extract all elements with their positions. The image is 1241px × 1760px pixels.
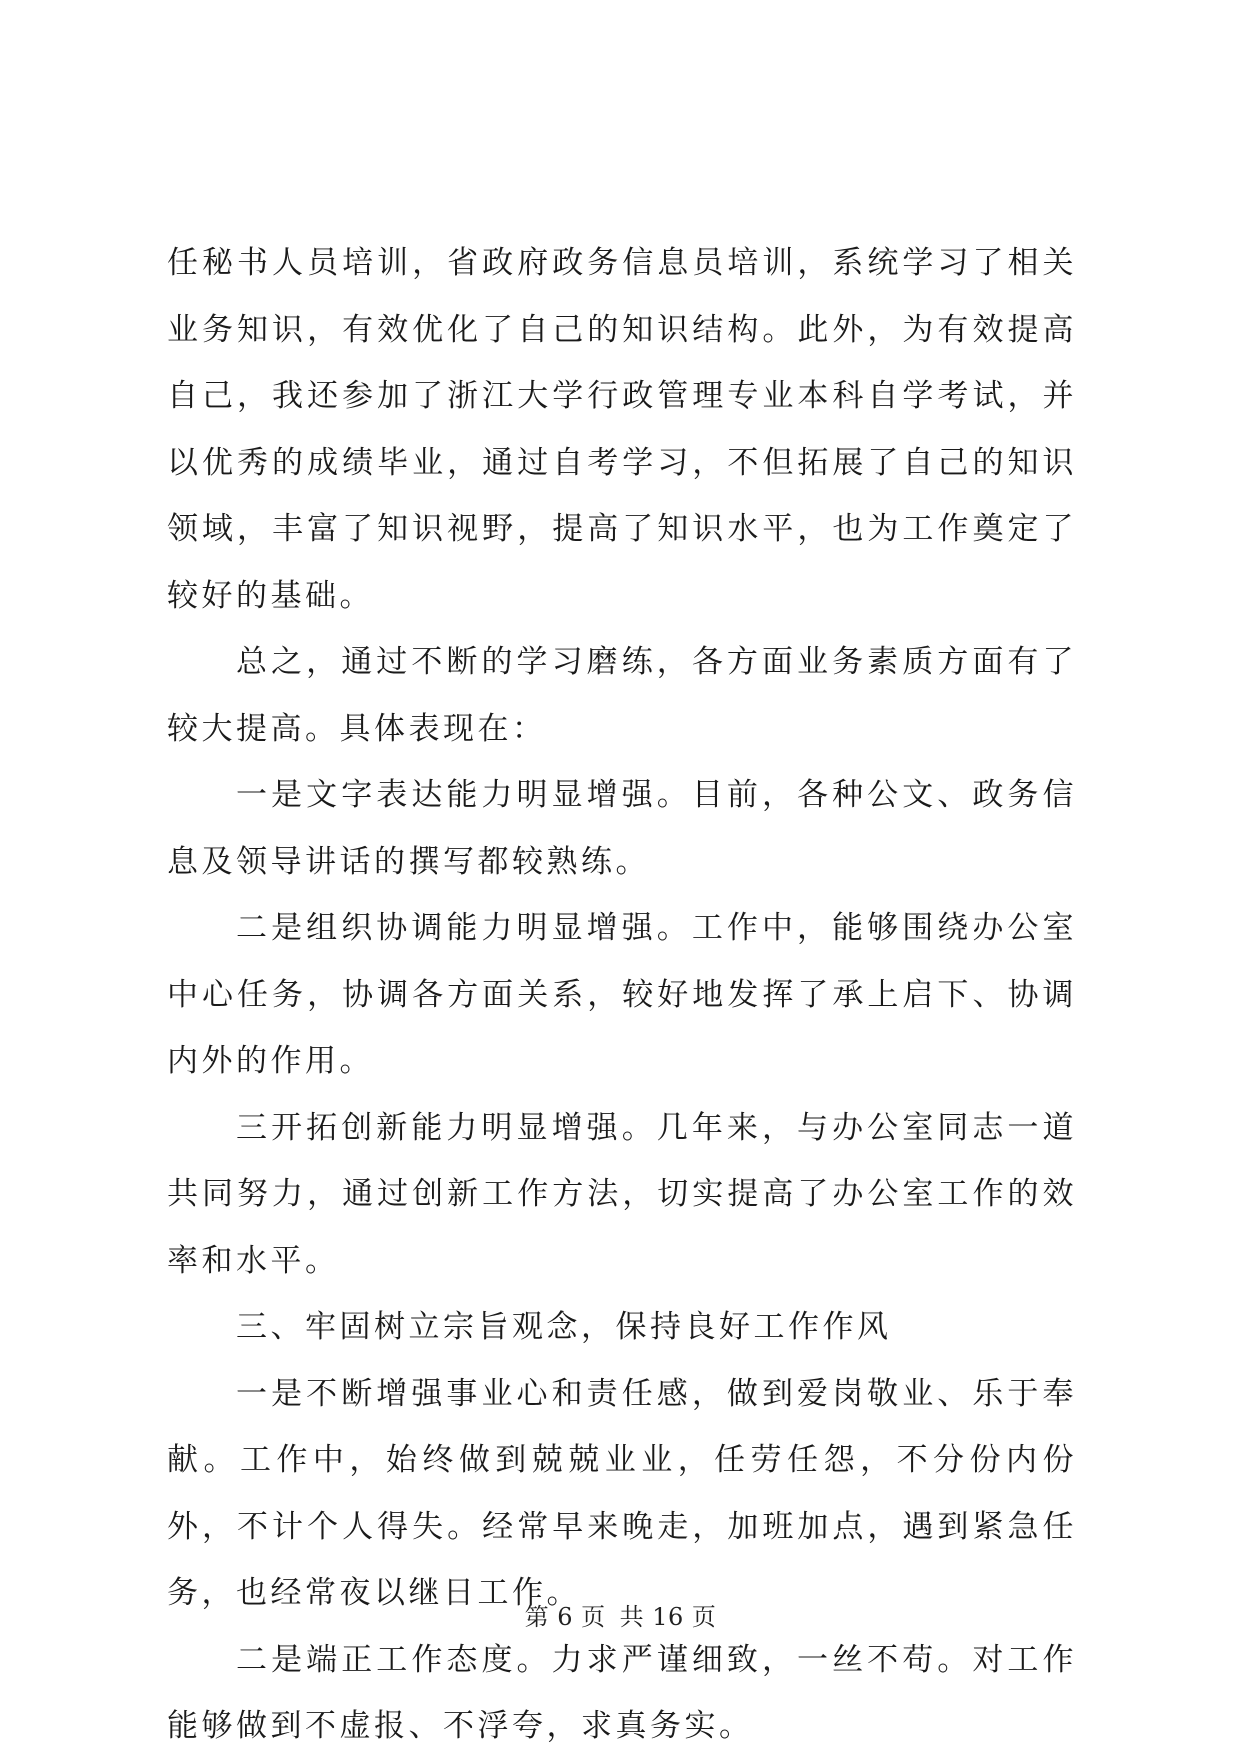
- paragraph-1: 任秘书人员培训，省政府政务信息员培训，系统学习了相关业务知识，有效优化了自己的知识结构。此外，为有效提高自己，我还参加了浙江大学行政管理专业本科自学考试，并以优秀的成绩毕业，通过自考学习，不但拓展了自己的知识领域，丰富了知识视野，提高了知识水平，也为工作奠定了较好的基础。: [167, 245, 1077, 614]
- paragraph-2: 总之，通过不断的学习磨练，各方面业务素质方面有了较大提高。具体表现在：: [167, 644, 1077, 747]
- document-body: [167, 230, 1077, 1760]
- page-total: 共 16 页: [619, 1603, 717, 1631]
- paragraph-5: 三开拓创新能力明显增强。几年来，与办公室同志一道共同努力，通过创新工作方法，切实提高了办公室工作的效率和水平。: [167, 1109, 1077, 1279]
- section-heading: 三、牢固树立宗旨观念，保持良好工作作风: [236, 1309, 892, 1345]
- page-number: 第 6 页: [524, 1603, 606, 1631]
- paragraph-6: 一是不断增强事业心和责任感，做到爱岗敬业、乐于奉献。工作中，始终做到兢兢业业，任劳任怨，不分份内份外，不计个人得失。经常早来晚走，加班加点，遇到紧急任务，也经常夜以继日工作。: [167, 1375, 1077, 1611]
- paragraph-4: 二是组织协调能力明显增强。工作中，能够围绕办公室中心任务，协调各方面关系，较好地发挥了承上启下、协调内外的作用。: [167, 910, 1077, 1079]
- page-number-footer: [0, 1597, 1241, 1632]
- paragraph-3: 一是文字表达能力明显增强。目前，各种公文、政务信息及领导讲话的撰写都较熟练。: [167, 777, 1077, 880]
- paragraph-7: 二是端正工作态度。力求严谨细致，一丝不苟。对工作能够做到不虚报、不浮夸，求真务实。: [167, 1641, 1077, 1744]
